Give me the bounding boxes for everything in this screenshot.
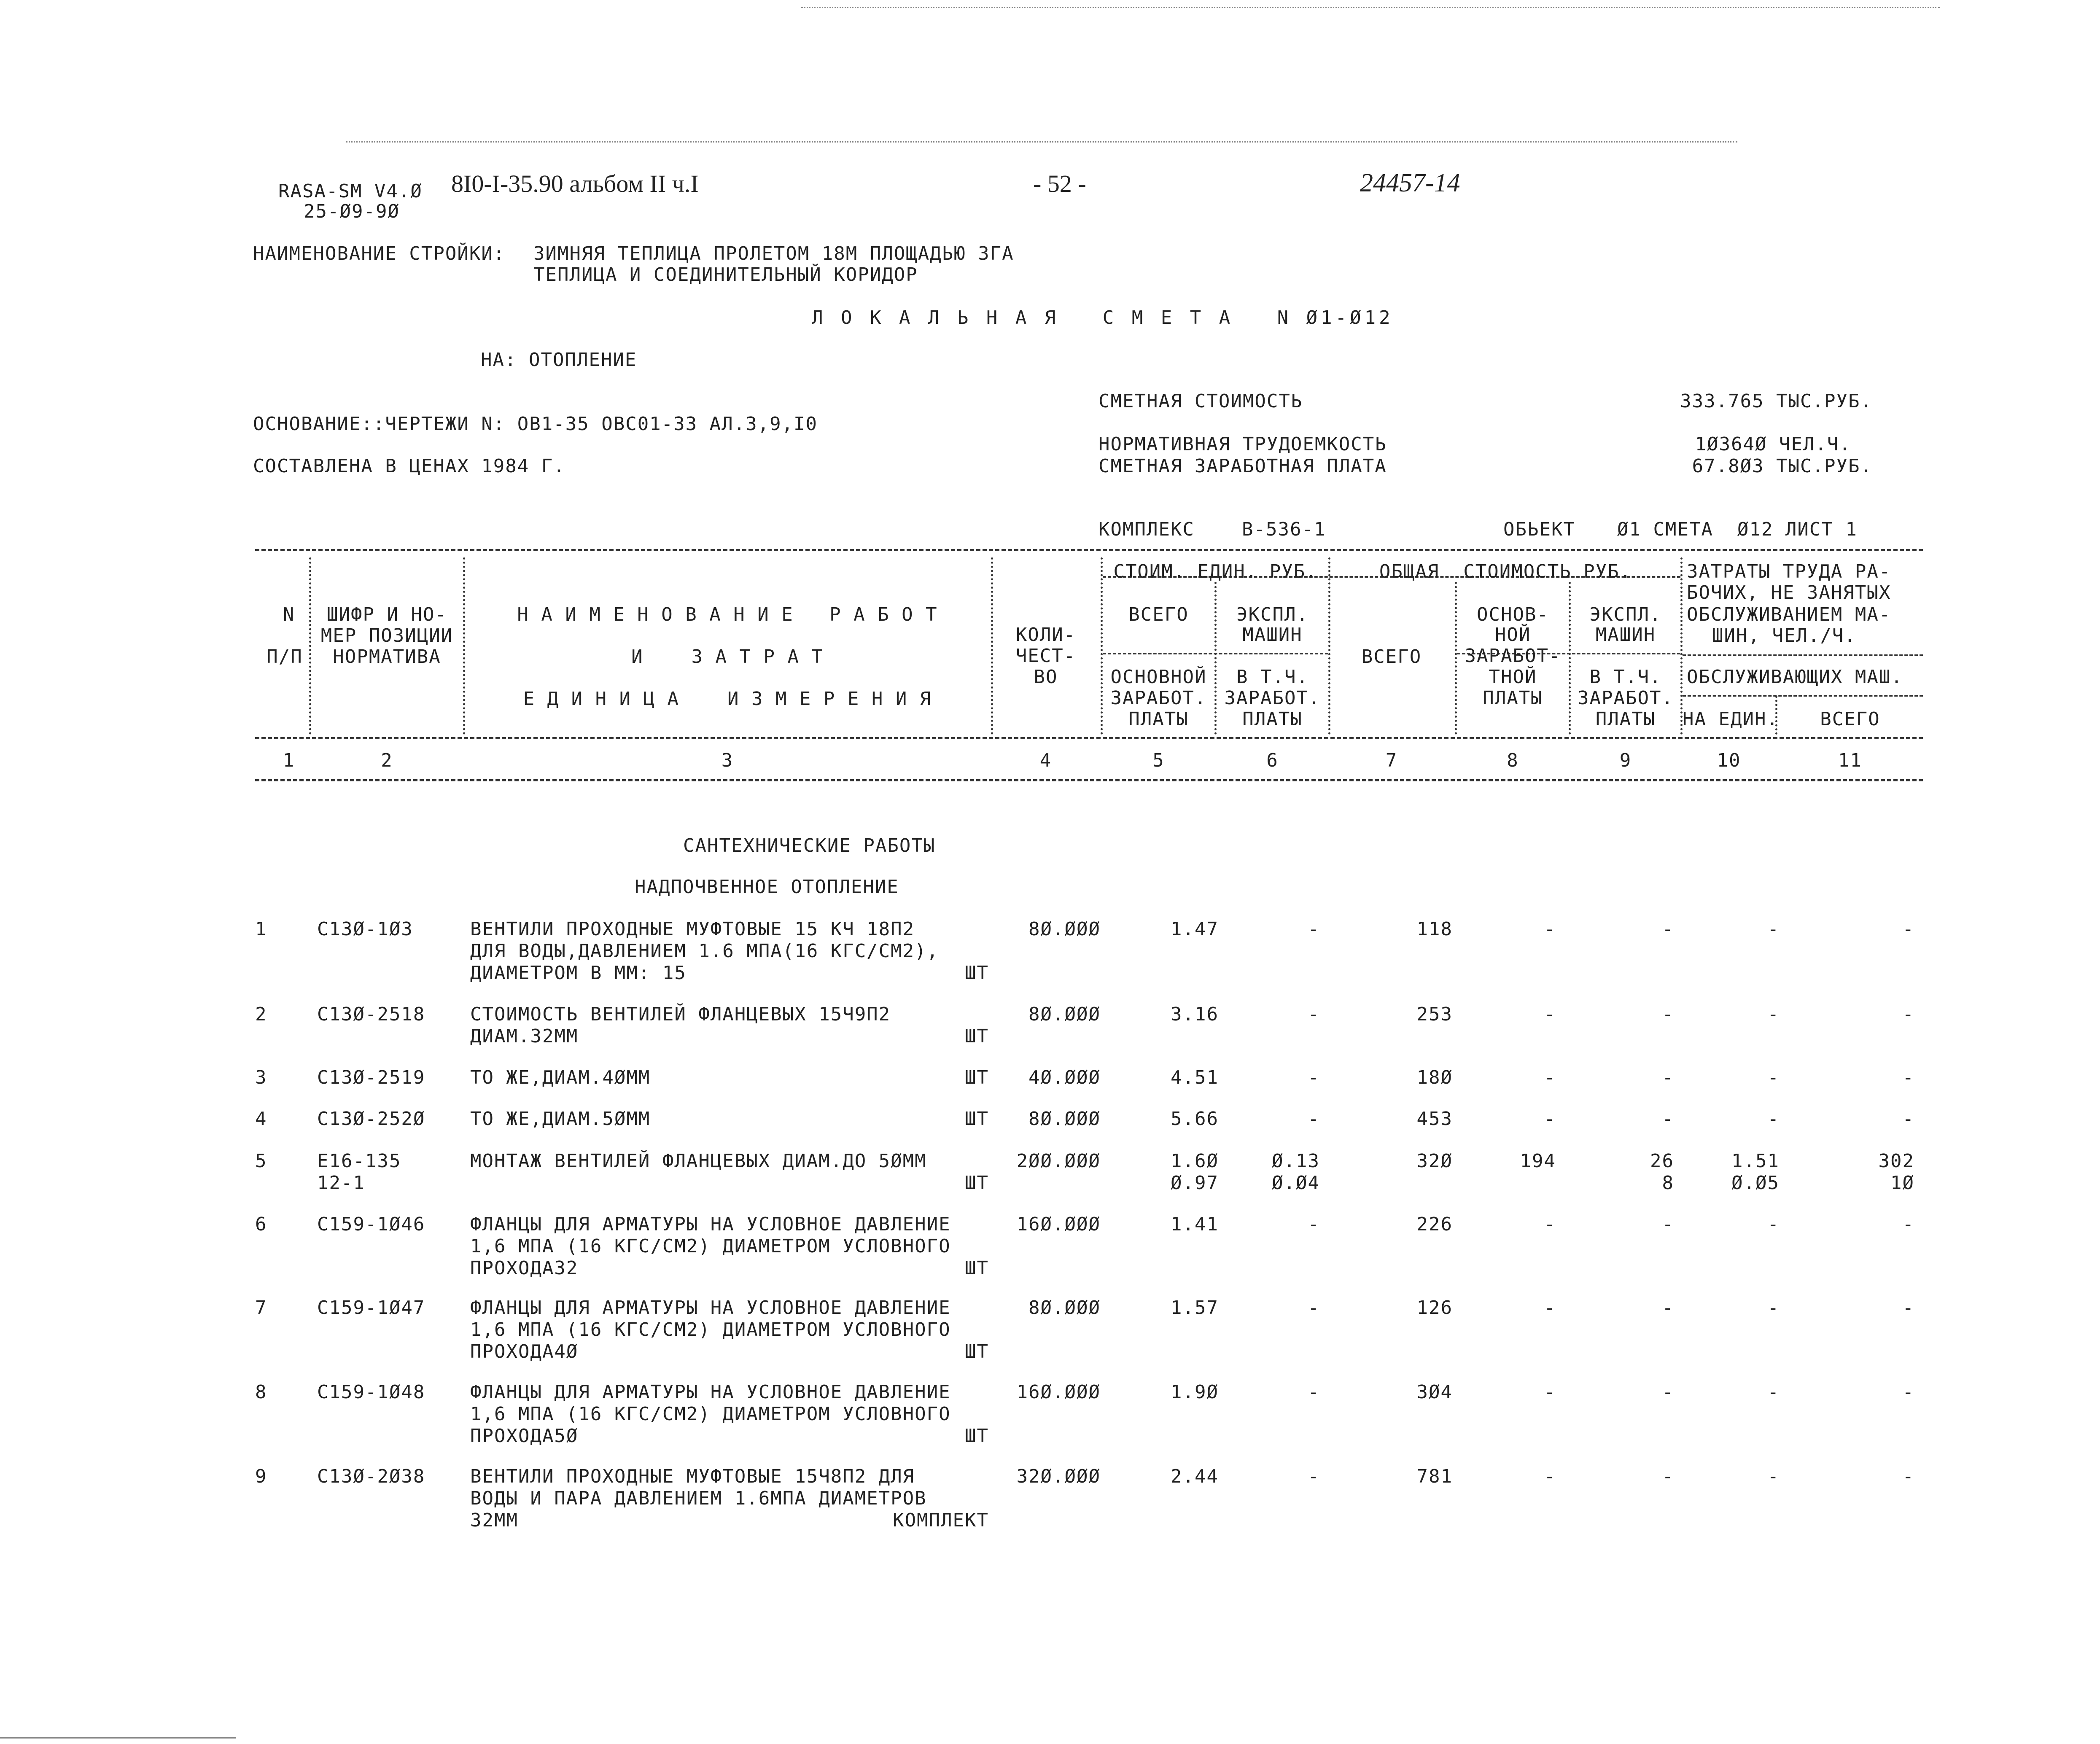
- row-unit-cost-machines: -: [1308, 1004, 1320, 1025]
- header-col5-line3: ЗАРАБОТ.: [1110, 687, 1207, 709]
- row-labor-total: -: [1902, 1466, 1914, 1487]
- row-labor-total: -: [1902, 1067, 1914, 1088]
- row-unit-cost-machines: -: [1308, 1466, 1320, 1487]
- row-unit-cost-machines: Ø.Ø4: [1272, 1172, 1320, 1194]
- row-unit: ШТ: [965, 1172, 989, 1194]
- header-col3-line2: И З А Т Р А Т: [631, 646, 824, 667]
- header-col4-line3: ВО: [1034, 666, 1058, 688]
- row-labor-total: -: [1902, 1297, 1914, 1319]
- row-labor-total: -: [1902, 1214, 1914, 1235]
- row-labor-total: -: [1902, 1004, 1914, 1025]
- row-labor-total: 302: [1878, 1150, 1914, 1172]
- row-total-machines: -: [1662, 1067, 1674, 1088]
- row-total-cost: 781: [1416, 1466, 1453, 1487]
- row-labor-total: -: [1902, 1108, 1914, 1130]
- table-header-bottom-rule: [255, 737, 1923, 739]
- row-unit-cost-machines: -: [1308, 1067, 1320, 1088]
- construction-line-2: ТЕПЛИЦА И СОЕДИНИТЕЛЬНЫЙ КОРИДОР: [533, 264, 918, 285]
- section-title: САНТЕХНИЧЕСКИЕ РАБОТЫ: [683, 835, 936, 856]
- header-labor-line1: ЗАТРАТЫ ТРУДА РА-: [1687, 561, 1891, 582]
- header-labor-line3: ОБСЛУЖИВАНИЕМ МА-: [1687, 604, 1891, 625]
- price-level: СОСТАВЛЕНА В ЦЕНАХ 1984 Г.: [253, 455, 565, 477]
- row-total-machines: -: [1662, 1108, 1674, 1130]
- row-code: С13Ø-2519: [317, 1067, 425, 1088]
- row-name: 32ММ: [470, 1510, 518, 1531]
- column-number: 8: [1507, 750, 1519, 771]
- row-unit-cost-total: 1.41: [1171, 1214, 1219, 1235]
- estimate-title: Л О К А Л Ь Н А Я С М Е Т А N Ø1-Ø12: [812, 307, 1394, 328]
- summary-labor-value: 1Ø364Ø ЧЕЛ.Ч.: [1695, 433, 1851, 455]
- row-total-machines: 8: [1662, 1172, 1674, 1194]
- row-code: С159-1Ø47: [317, 1297, 425, 1319]
- header-col9-line3: В Т.Ч.: [1589, 666, 1662, 688]
- row-name: 1,6 МПА (16 КГС/СМ2) ДИАМЕТРОМ УСЛОВНОГО: [470, 1319, 951, 1340]
- row-name: 1,6 МПА (16 КГС/СМ2) ДИАМЕТРОМ УСЛОВНОГО: [470, 1403, 951, 1425]
- column-number: 9: [1619, 750, 1632, 771]
- table-top-rule: [255, 549, 1923, 551]
- row-number: 5: [255, 1150, 267, 1172]
- row-total-wages: -: [1544, 1297, 1556, 1319]
- header-col5-line4: ПЛАТЫ: [1128, 708, 1189, 730]
- row-code: С13Ø-1Ø3: [317, 918, 413, 940]
- summary-labor-label: НОРМАТИВНАЯ ТРУДОЕМКОСТЬ: [1098, 433, 1387, 455]
- row-unit-cost-total: 5.66: [1171, 1108, 1219, 1130]
- row-code: Е16-135: [317, 1150, 401, 1172]
- header-col5-line2: ОСНОВНОЙ: [1110, 666, 1207, 688]
- page-number: - 52 -: [1033, 170, 1086, 197]
- row-labor-per-unit: -: [1767, 1108, 1780, 1130]
- summary-wage-label: СМЕТНАЯ ЗАРАБОТНАЯ ПЛАТА: [1098, 455, 1387, 477]
- row-number: 4: [255, 1108, 267, 1130]
- row-labor-per-unit: -: [1767, 1381, 1780, 1403]
- row-name: СТОИМОСТЬ ВЕНТИЛЕЙ ФЛАНЦЕВЫХ 15Ч9П2: [470, 1004, 891, 1025]
- column-number: 6: [1266, 750, 1279, 771]
- row-unit-cost-total: 4.51: [1171, 1067, 1219, 1088]
- header-labor-line4: ШИН, ЧЕЛ./Ч.: [1712, 625, 1856, 646]
- row-total-wages: -: [1544, 1004, 1556, 1025]
- album-reference: 8I0-I-35.90 альбом II ч.I: [451, 170, 699, 197]
- document-number: 24457-14: [1360, 169, 1460, 197]
- row-quantity: 8Ø.ØØØ: [1028, 918, 1101, 940]
- header-col11: ВСЕГО: [1820, 708, 1880, 730]
- column-number: 3: [721, 750, 734, 771]
- row-labor-total: -: [1902, 918, 1914, 940]
- row-total-wages: -: [1544, 1466, 1556, 1487]
- column-number: 10: [1717, 750, 1741, 771]
- row-total-machines: -: [1662, 1466, 1674, 1487]
- row-unit-cost-machines: -: [1308, 1108, 1320, 1130]
- row-unit-cost-total: 1.57: [1171, 1297, 1219, 1319]
- row-labor-per-unit: -: [1767, 1466, 1780, 1487]
- header-col8-line5: ПЛАТЫ: [1483, 687, 1543, 709]
- row-code: С13Ø-2518: [317, 1004, 425, 1025]
- row-unit: ШТ: [965, 962, 989, 984]
- row-total-wages: -: [1544, 1214, 1556, 1235]
- row-number: 2: [255, 1004, 267, 1025]
- row-name: МОНТАЖ ВЕНТИЛЕЙ ФЛАНЦЕВЫХ ДИАМ.ДО 5ØММ: [470, 1150, 927, 1172]
- row-total-machines: -: [1662, 1381, 1674, 1403]
- row-total-wages: -: [1544, 918, 1556, 940]
- row-code: С13Ø-252Ø: [317, 1108, 425, 1130]
- program-version: RASA-SM V4.Ø: [278, 180, 423, 202]
- header-col7: ВСЕГО: [1361, 646, 1422, 667]
- row-labor-per-unit: 1.51: [1731, 1150, 1780, 1172]
- row-total-wages: 194: [1520, 1150, 1556, 1172]
- row-unit-cost-total: 1.6Ø: [1171, 1150, 1219, 1172]
- row-number: 9: [255, 1466, 267, 1487]
- column-number: 7: [1385, 750, 1398, 771]
- row-unit: ШТ: [965, 1067, 989, 1088]
- column-number: 5: [1152, 750, 1165, 771]
- header-col8-line1: ОСНОВ-: [1477, 604, 1549, 625]
- header-col6-line1: ЭКСПЛ.: [1236, 604, 1308, 625]
- header-col2-line3: НОРМАТИВА: [333, 646, 441, 667]
- column-number: 1: [283, 750, 295, 771]
- row-total-machines: -: [1662, 1004, 1674, 1025]
- row-unit: ШТ: [965, 1425, 989, 1447]
- column-number: 11: [1838, 750, 1862, 771]
- row-unit-cost-total: 1.9Ø: [1171, 1381, 1219, 1403]
- object-label: ОБЬЕКТ: [1503, 519, 1575, 540]
- header-labor-line2: БОЧИХ, НЕ ЗАНЯТЫХ: [1687, 582, 1891, 603]
- header-col9-line4: ЗАРАБОТ.: [1578, 687, 1674, 709]
- row-name: ПРОХОДА32: [470, 1257, 579, 1279]
- row-quantity: 2ØØ.ØØØ: [1016, 1150, 1101, 1172]
- row-total-cost: 3Ø4: [1416, 1381, 1453, 1403]
- row-code: С13Ø-2Ø38: [317, 1466, 425, 1487]
- header-col6-line3: В Т.Ч.: [1236, 666, 1308, 688]
- row-unit-cost-total: 2.44: [1171, 1466, 1219, 1487]
- row-name: ВЕНТИЛИ ПРОХОДНЫЕ МУФТОВЫЕ 15 КЧ 18П2: [470, 918, 915, 940]
- scan-noise-edge: [801, 7, 1940, 8]
- row-name: ПРОХОДА5Ø: [470, 1425, 579, 1447]
- row-total-wages: -: [1544, 1108, 1556, 1130]
- row-name: ПРОХОДА4Ø: [470, 1341, 579, 1362]
- row-name: ФЛАНЦЫ ДЛЯ АРМАТУРЫ НА УСЛОВНОЕ ДАВЛЕНИЕ: [470, 1214, 951, 1235]
- row-labor-per-unit: -: [1767, 918, 1780, 940]
- header-col8-line4: ТНОЙ: [1489, 666, 1537, 688]
- row-total-cost: 126: [1416, 1297, 1453, 1319]
- header-col2-line1: ШИФР И НО-: [327, 604, 447, 625]
- header-col4-line1: КОЛИ-: [1015, 624, 1076, 646]
- row-code: С159-1Ø46: [317, 1214, 425, 1235]
- header-total-cost: ОБЩАЯ СТОИМОСТЬ РУБ.: [1379, 561, 1632, 582]
- row-unit-cost-machines: -: [1308, 918, 1320, 940]
- row-number: 3: [255, 1067, 267, 1088]
- header-labor-line5: ОБСЛУЖИВАЮЩИХ МАШ.: [1687, 666, 1903, 688]
- row-name: ДЛЯ ВОДЫ,ДАВЛЕНИЕМ 1.6 МПА(16 КГС/СМ2),: [470, 940, 939, 962]
- header-col9-line5: ПЛАТЫ: [1595, 708, 1656, 730]
- column-number: 2: [381, 750, 393, 771]
- header-col9-line2: МАШИН: [1595, 624, 1656, 646]
- row-unit-cost-total: Ø.97: [1171, 1172, 1219, 1194]
- scan-noise-bottom: [0, 1737, 236, 1739]
- row-total-wages: -: [1544, 1067, 1556, 1088]
- row-total-machines: -: [1662, 918, 1674, 940]
- row-labor-total: -: [1902, 1381, 1914, 1403]
- row-unit: ШТ: [965, 1108, 989, 1130]
- row-quantity: 8Ø.ØØØ: [1028, 1004, 1101, 1025]
- construction-label: НАИМЕНОВАНИЕ СТРОЙКИ:: [253, 243, 506, 264]
- row-total-cost: 226: [1416, 1214, 1453, 1235]
- row-unit: ШТ: [965, 1341, 989, 1362]
- row-unit-cost-machines: -: [1308, 1381, 1320, 1403]
- row-quantity: 8Ø.ØØØ: [1028, 1297, 1101, 1319]
- row-name: ТО ЖЕ,ДИАМ.4ØММ: [470, 1067, 651, 1088]
- summary-cost-label: СМЕТНАЯ СТОИМОСТЬ: [1098, 390, 1303, 412]
- row-quantity: 16Ø.ØØØ: [1016, 1381, 1101, 1403]
- row-total-machines: -: [1662, 1297, 1674, 1319]
- header-col6-line5: ПЛАТЫ: [1242, 708, 1303, 730]
- row-total-wages: -: [1544, 1381, 1556, 1403]
- row-unit-cost-total: 3.16: [1171, 1004, 1219, 1025]
- header-col6-line4: ЗАРАБОТ.: [1224, 687, 1321, 709]
- row-total-machines: 26: [1650, 1150, 1674, 1172]
- header-unit-cost: СТОИМ. ЕДИН. РУБ.: [1113, 561, 1318, 582]
- summary-cost-value: 333.765 ТЫС.РУБ.: [1680, 390, 1872, 412]
- row-unit-cost-machines: -: [1308, 1297, 1320, 1319]
- row-labor-per-unit: -: [1767, 1214, 1780, 1235]
- header-col4-line2: ЧЕСТ-: [1015, 645, 1076, 667]
- row-labor-per-unit: Ø.Ø5: [1731, 1172, 1780, 1194]
- row-name: 1,6 МПА (16 КГС/СМ2) ДИАМЕТРОМ УСЛОВНОГО: [470, 1235, 951, 1257]
- row-unit: ШТ: [965, 1025, 989, 1047]
- row-unit: ШТ: [965, 1257, 989, 1279]
- header-col9-line1: ЭКСПЛ.: [1589, 604, 1662, 625]
- column-number: 4: [1039, 750, 1052, 771]
- row-name: ФЛАНЦЫ ДЛЯ АРМАТУРЫ НА УСЛОВНОЕ ДАВЛЕНИЕ: [470, 1297, 951, 1319]
- row-unit-cost-machines: -: [1308, 1214, 1320, 1235]
- complex-value: В-536-1: [1242, 519, 1326, 540]
- row-name: ФЛАНЦЫ ДЛЯ АРМАТУРЫ НА УСЛОВНОЕ ДАВЛЕНИЕ: [470, 1381, 951, 1403]
- row-quantity: 4Ø.ØØØ: [1028, 1067, 1101, 1088]
- header-col8-line3: ЗАРАБОТ-: [1465, 645, 1561, 667]
- header-col10: НА ЕДИН.: [1683, 708, 1779, 730]
- row-number: 8: [255, 1381, 267, 1403]
- basis-text: ОСНОВАНИЕ::ЧЕРТЕЖИ N: ОВ1-35 ОВС01-33 АЛ.3,9,I0: [253, 413, 818, 435]
- row-labor-total: 1Ø: [1890, 1172, 1914, 1194]
- row-name: ТО ЖЕ,ДИАМ.5ØММ: [470, 1108, 651, 1130]
- row-name: ДИАМ.32ММ: [470, 1025, 579, 1047]
- row-quantity: 16Ø.ØØØ: [1016, 1214, 1101, 1235]
- row-quantity: 32Ø.ØØØ: [1016, 1466, 1101, 1487]
- row-unit: КОМПЛЕКТ: [893, 1510, 989, 1531]
- row-name: ДИАМЕТРОМ В ММ: 15: [470, 962, 687, 984]
- row-number: 6: [255, 1214, 267, 1235]
- row-number: 7: [255, 1297, 267, 1319]
- section-subtitle: НАДПОЧВЕННОЕ ОТОПЛЕНИЕ: [635, 876, 899, 898]
- row-total-machines: -: [1662, 1214, 1674, 1235]
- program-date: 25-Ø9-9Ø: [304, 201, 400, 222]
- header-col5-line1: ВСЕГО: [1128, 604, 1189, 625]
- row-total-cost: 32Ø: [1416, 1150, 1453, 1172]
- estimate-purpose: НА: ОТОПЛЕНИЕ: [481, 349, 637, 371]
- row-quantity: 8Ø.ØØØ: [1028, 1108, 1101, 1130]
- header-col2-line2: МЕР ПОЗИЦИИ: [320, 625, 453, 646]
- row-total-cost: 118: [1416, 918, 1453, 940]
- row-code: 12-1: [317, 1172, 365, 1194]
- row-labor-per-unit: -: [1767, 1067, 1780, 1088]
- header-col1-line2: П/П: [267, 646, 303, 667]
- row-unit-cost-total: 1.47: [1171, 918, 1219, 940]
- row-name: ВОДЫ И ПАРА ДАВЛЕНИЕМ 1.6МПА ДИАМЕТРОВ: [470, 1488, 927, 1509]
- header-col3-line1: Н А И М Е Н О В А Н И Е Р А Б О Т: [517, 604, 938, 625]
- row-total-cost: 18Ø: [1416, 1067, 1453, 1088]
- row-unit-cost-machines: Ø.13: [1272, 1150, 1320, 1172]
- row-labor-per-unit: -: [1767, 1297, 1780, 1319]
- construction-line-1: ЗИМНЯЯ ТЕПЛИЦА ПРОЛЕТОМ 18М ПЛОЩАДЬЮ 3ГА: [533, 243, 1014, 264]
- column-numbers-bottom-rule: [255, 779, 1923, 781]
- object-value: Ø1 СМЕТА Ø12 ЛИСТ 1: [1617, 519, 1858, 540]
- scan-noise-top: [346, 141, 1737, 143]
- header-col6-line2: МАШИН: [1242, 624, 1303, 646]
- complex-label: КОМПЛЕКС: [1098, 519, 1195, 540]
- header-col1-line1: N: [283, 604, 295, 625]
- row-labor-per-unit: -: [1767, 1004, 1780, 1025]
- header-col3-line3: Е Д И Н И Ц А И З М Е Р Е Н И Я: [523, 688, 932, 710]
- row-code: С159-1Ø48: [317, 1381, 425, 1403]
- summary-wage-value: 67.8Ø3 ТЫС.РУБ.: [1692, 455, 1872, 477]
- row-number: 1: [255, 918, 267, 940]
- row-total-cost: 253: [1416, 1004, 1453, 1025]
- header-col8-line2: НОЙ: [1494, 624, 1531, 646]
- row-total-cost: 453: [1416, 1108, 1453, 1130]
- row-name: ВЕНТИЛИ ПРОХОДНЫЕ МУФТОВЫЕ 15Ч8П2 ДЛЯ: [470, 1466, 915, 1487]
